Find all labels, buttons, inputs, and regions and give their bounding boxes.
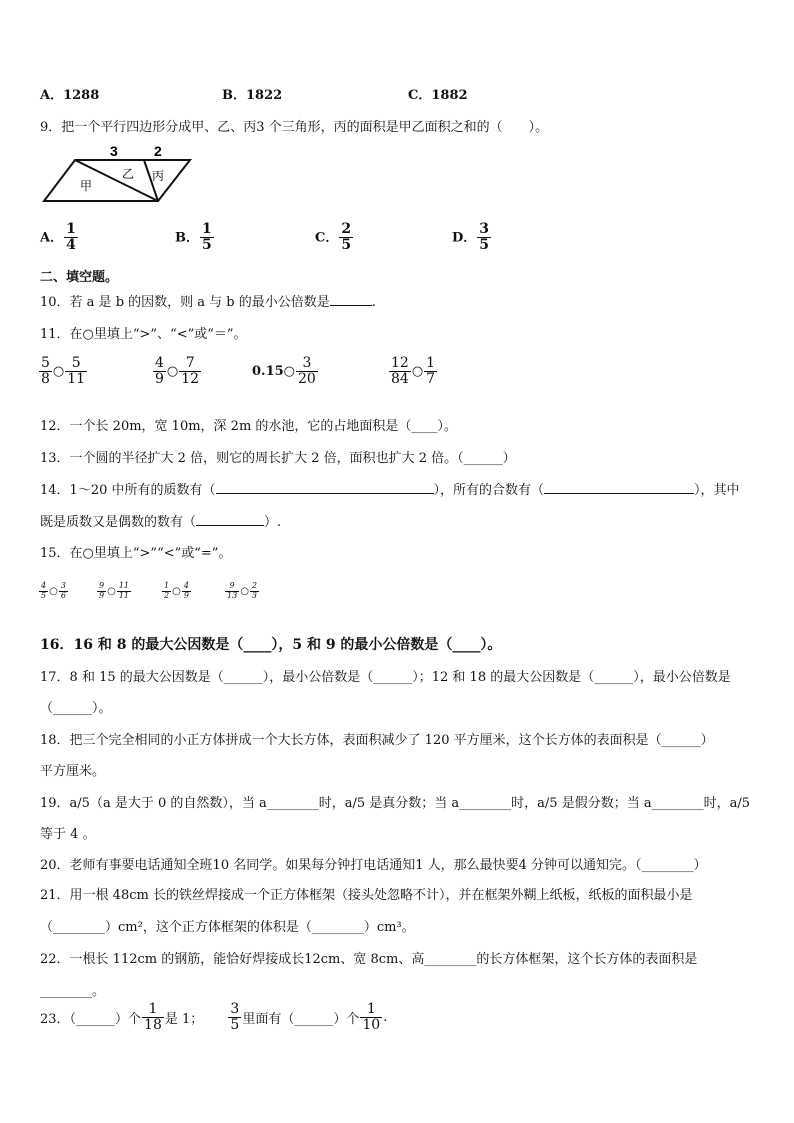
answer-blank[interactable] <box>544 492 694 494</box>
fraction: $\frac{1}{7}$ <box>426 355 436 388</box>
fraction: $\frac{1}{18}$ <box>144 1001 162 1034</box>
q14-text-b: ），所有的合数有（ <box>433 483 545 498</box>
q14-line1 <box>40 479 740 498</box>
parallelogram-figure <box>40 140 200 206</box>
q11-item-4 <box>388 356 438 388</box>
option-value: 1822 <box>246 88 283 103</box>
figure-label-yi: 乙 <box>122 167 135 181</box>
fraction: $\frac{3}{20}$ <box>298 355 316 388</box>
compare-circle-icon[interactable]: ○ <box>411 364 424 380</box>
compare-circle-icon[interactable]: ○ <box>107 585 116 597</box>
option-value: 1288 <box>63 88 100 103</box>
q18-line1: 18．把三个完全相同的小正方体拼成一个大长方体，表面积减少了 120 平方厘米，这个长方体的表面积是（______） <box>40 733 714 748</box>
fraction: $\frac{5}{8}$ <box>41 355 50 388</box>
option-letter: A． <box>40 88 64 103</box>
compare-circle-icon[interactable]: ○ <box>283 364 296 380</box>
fraction: $\frac{1}{10}$ <box>362 1001 381 1034</box>
compare-circle-icon[interactable]: ○ <box>172 585 181 597</box>
compare-circle-icon[interactable]: ○ <box>240 585 249 597</box>
fraction: $\frac{1}{2}$ <box>164 581 170 600</box>
q11-item-3 <box>252 356 319 388</box>
fraction: $\frac{1}{4}$ <box>66 221 76 254</box>
compare-circle-icon[interactable]: ○ <box>49 585 58 597</box>
q23-prefix: 23．（______）个 <box>40 1012 142 1028</box>
fraction: $\frac{4}{9}$ <box>155 355 164 388</box>
option-value: 1882 <box>431 88 468 103</box>
option-letter: D． <box>452 230 477 246</box>
q17-line1: 17．8 和 15 的最大公因数是（______），最小公倍数是（______）；12 和 18 的最大公因数是（______），最小公倍数是 <box>40 670 731 685</box>
q12: 12．一个长 20m，宽 10m，深 2m 的水池，它的占地面积是（____）。 <box>40 419 457 434</box>
fraction: $\frac{12}{84}$ <box>391 355 409 388</box>
fraction: $\frac{3}{6}$ <box>60 581 66 600</box>
q15-text: 15．在○里填上“>”“<”或“=”。 <box>40 546 232 561</box>
q15-item-3 <box>161 582 192 601</box>
answer-blank[interactable] <box>196 524 264 526</box>
fraction: $\frac{1}{5}$ <box>202 221 212 254</box>
fraction: $\frac{3}{5}$ <box>479 221 490 254</box>
q8-option-c <box>408 84 468 103</box>
fraction: $\frac{3}{5}$ <box>230 1001 240 1034</box>
q17-line2: （______）。 <box>40 701 112 716</box>
fraction: $\frac{5}{11}$ <box>67 355 86 388</box>
q15-item-1 <box>38 582 69 601</box>
q13: 13．一个圆的半径扩大 2 倍，则它的周长扩大 2 倍，面积也扩大 2 倍。（______） <box>40 451 516 466</box>
q14-text-a: 14．1～20 中所有的质数有（ <box>40 483 216 498</box>
q9-option-a <box>40 222 79 254</box>
q23-end: . <box>383 1010 388 1026</box>
figure-label-top-right: 2 <box>154 143 162 159</box>
q9-text: 9．把一个平行四边形分成甲、乙、丙3 个三角形，丙的面积是甲乙面积之和的（ ）。 <box>40 120 549 135</box>
q10 <box>40 291 376 310</box>
q15-item-4 <box>224 582 260 601</box>
q16: 16．16 和 8 的最大公因数是（____），5 和 9 的最小公倍数是（____）。 <box>40 637 502 653</box>
q14-line2-text: 既是质数又是偶数的数有（ <box>40 515 197 530</box>
q8-option-a <box>40 84 99 103</box>
decimal-value: 0.15 <box>252 364 284 380</box>
q23-mid2: 里面有（______）个 <box>242 1012 360 1028</box>
q9-option-b <box>175 222 215 254</box>
figure-label-bing: 丙 <box>152 169 165 183</box>
answer-blank[interactable] <box>330 304 372 306</box>
fraction: $\frac{4}{9}$ <box>183 581 189 600</box>
fraction: $\frac{9}{9}$ <box>99 581 105 600</box>
q15-item-2 <box>96 582 132 601</box>
option-letter: A． <box>40 230 64 246</box>
compare-circle-icon[interactable]: ○ <box>166 364 179 380</box>
q20: 20．老师有事要电话通知全班10 名同学。如果每分钟打电话通知1 人，那么最快要4 分钟可以通知完。（________） <box>40 858 707 873</box>
fraction: $\frac{2}{3}$ <box>251 581 258 600</box>
q19-line1: 19．a/5（a 是大于 0 的自然数），当 a________时，a/5 是真分数；当 a________时，a/5 是假分数；当 a________时，a/5 <box>40 796 750 811</box>
option-letter: B． <box>222 88 246 103</box>
q23 <box>40 1002 387 1034</box>
q21-line1: 21．用一根 48cm 长的铁丝焊接成一个正方体框架（接头处忽略不计），并在框架外糊上纸板，纸板的面积最小是 <box>40 888 693 903</box>
q18-line2: 平方厘米。 <box>40 764 106 779</box>
fraction: $\frac{11}{11}$ <box>118 581 130 600</box>
q14-line2-end: ）. <box>264 515 282 530</box>
figure-label-top-left: 3 <box>110 143 118 159</box>
q9-option-c <box>315 222 354 254</box>
fraction: $\frac{7}{12}$ <box>181 355 200 388</box>
q8-option-b <box>222 84 282 103</box>
q23-mid: 是 1； <box>164 1012 204 1028</box>
section-title: 二、填空题。 <box>40 270 119 285</box>
figure-label-jia: 甲 <box>80 179 93 193</box>
compare-circle-icon[interactable]: ○ <box>52 364 65 380</box>
answer-blank[interactable] <box>216 492 434 494</box>
option-letter: B． <box>175 230 199 246</box>
option-letter: C． <box>315 230 339 246</box>
q10-end: . <box>371 295 376 310</box>
q14-text-c: ），其中 <box>694 483 740 498</box>
q11-item-1 <box>38 356 88 388</box>
q19-line2: 等于 4 。 <box>40 827 96 842</box>
fraction: $\frac{2}{5}$ <box>341 221 352 254</box>
q10-text: 10．若 a 是 b 的因数，则 a 与 b 的最小公倍数是 <box>40 295 330 310</box>
q9-option-d <box>452 222 492 254</box>
q11-text: 11．在○里填上“>”、“<”或“＝”。 <box>40 327 247 342</box>
q21-line2: （________）cm²，这个正方体框架的体积是（________）cm³。 <box>40 920 415 935</box>
q11-item-2 <box>152 356 202 388</box>
fraction: $\frac{9}{13}$ <box>227 581 238 600</box>
fraction: $\frac{4}{5}$ <box>41 581 47 600</box>
q22-line1: 22．一根长 112cm 的钢筋，能恰好焊接成长12cm、宽 8cm、高________的长方体框架，这个长方体的表面积是 <box>40 952 698 967</box>
q14-line2 <box>40 511 281 530</box>
q22-line2: ________。 <box>40 984 106 999</box>
option-letter: C． <box>408 88 432 103</box>
